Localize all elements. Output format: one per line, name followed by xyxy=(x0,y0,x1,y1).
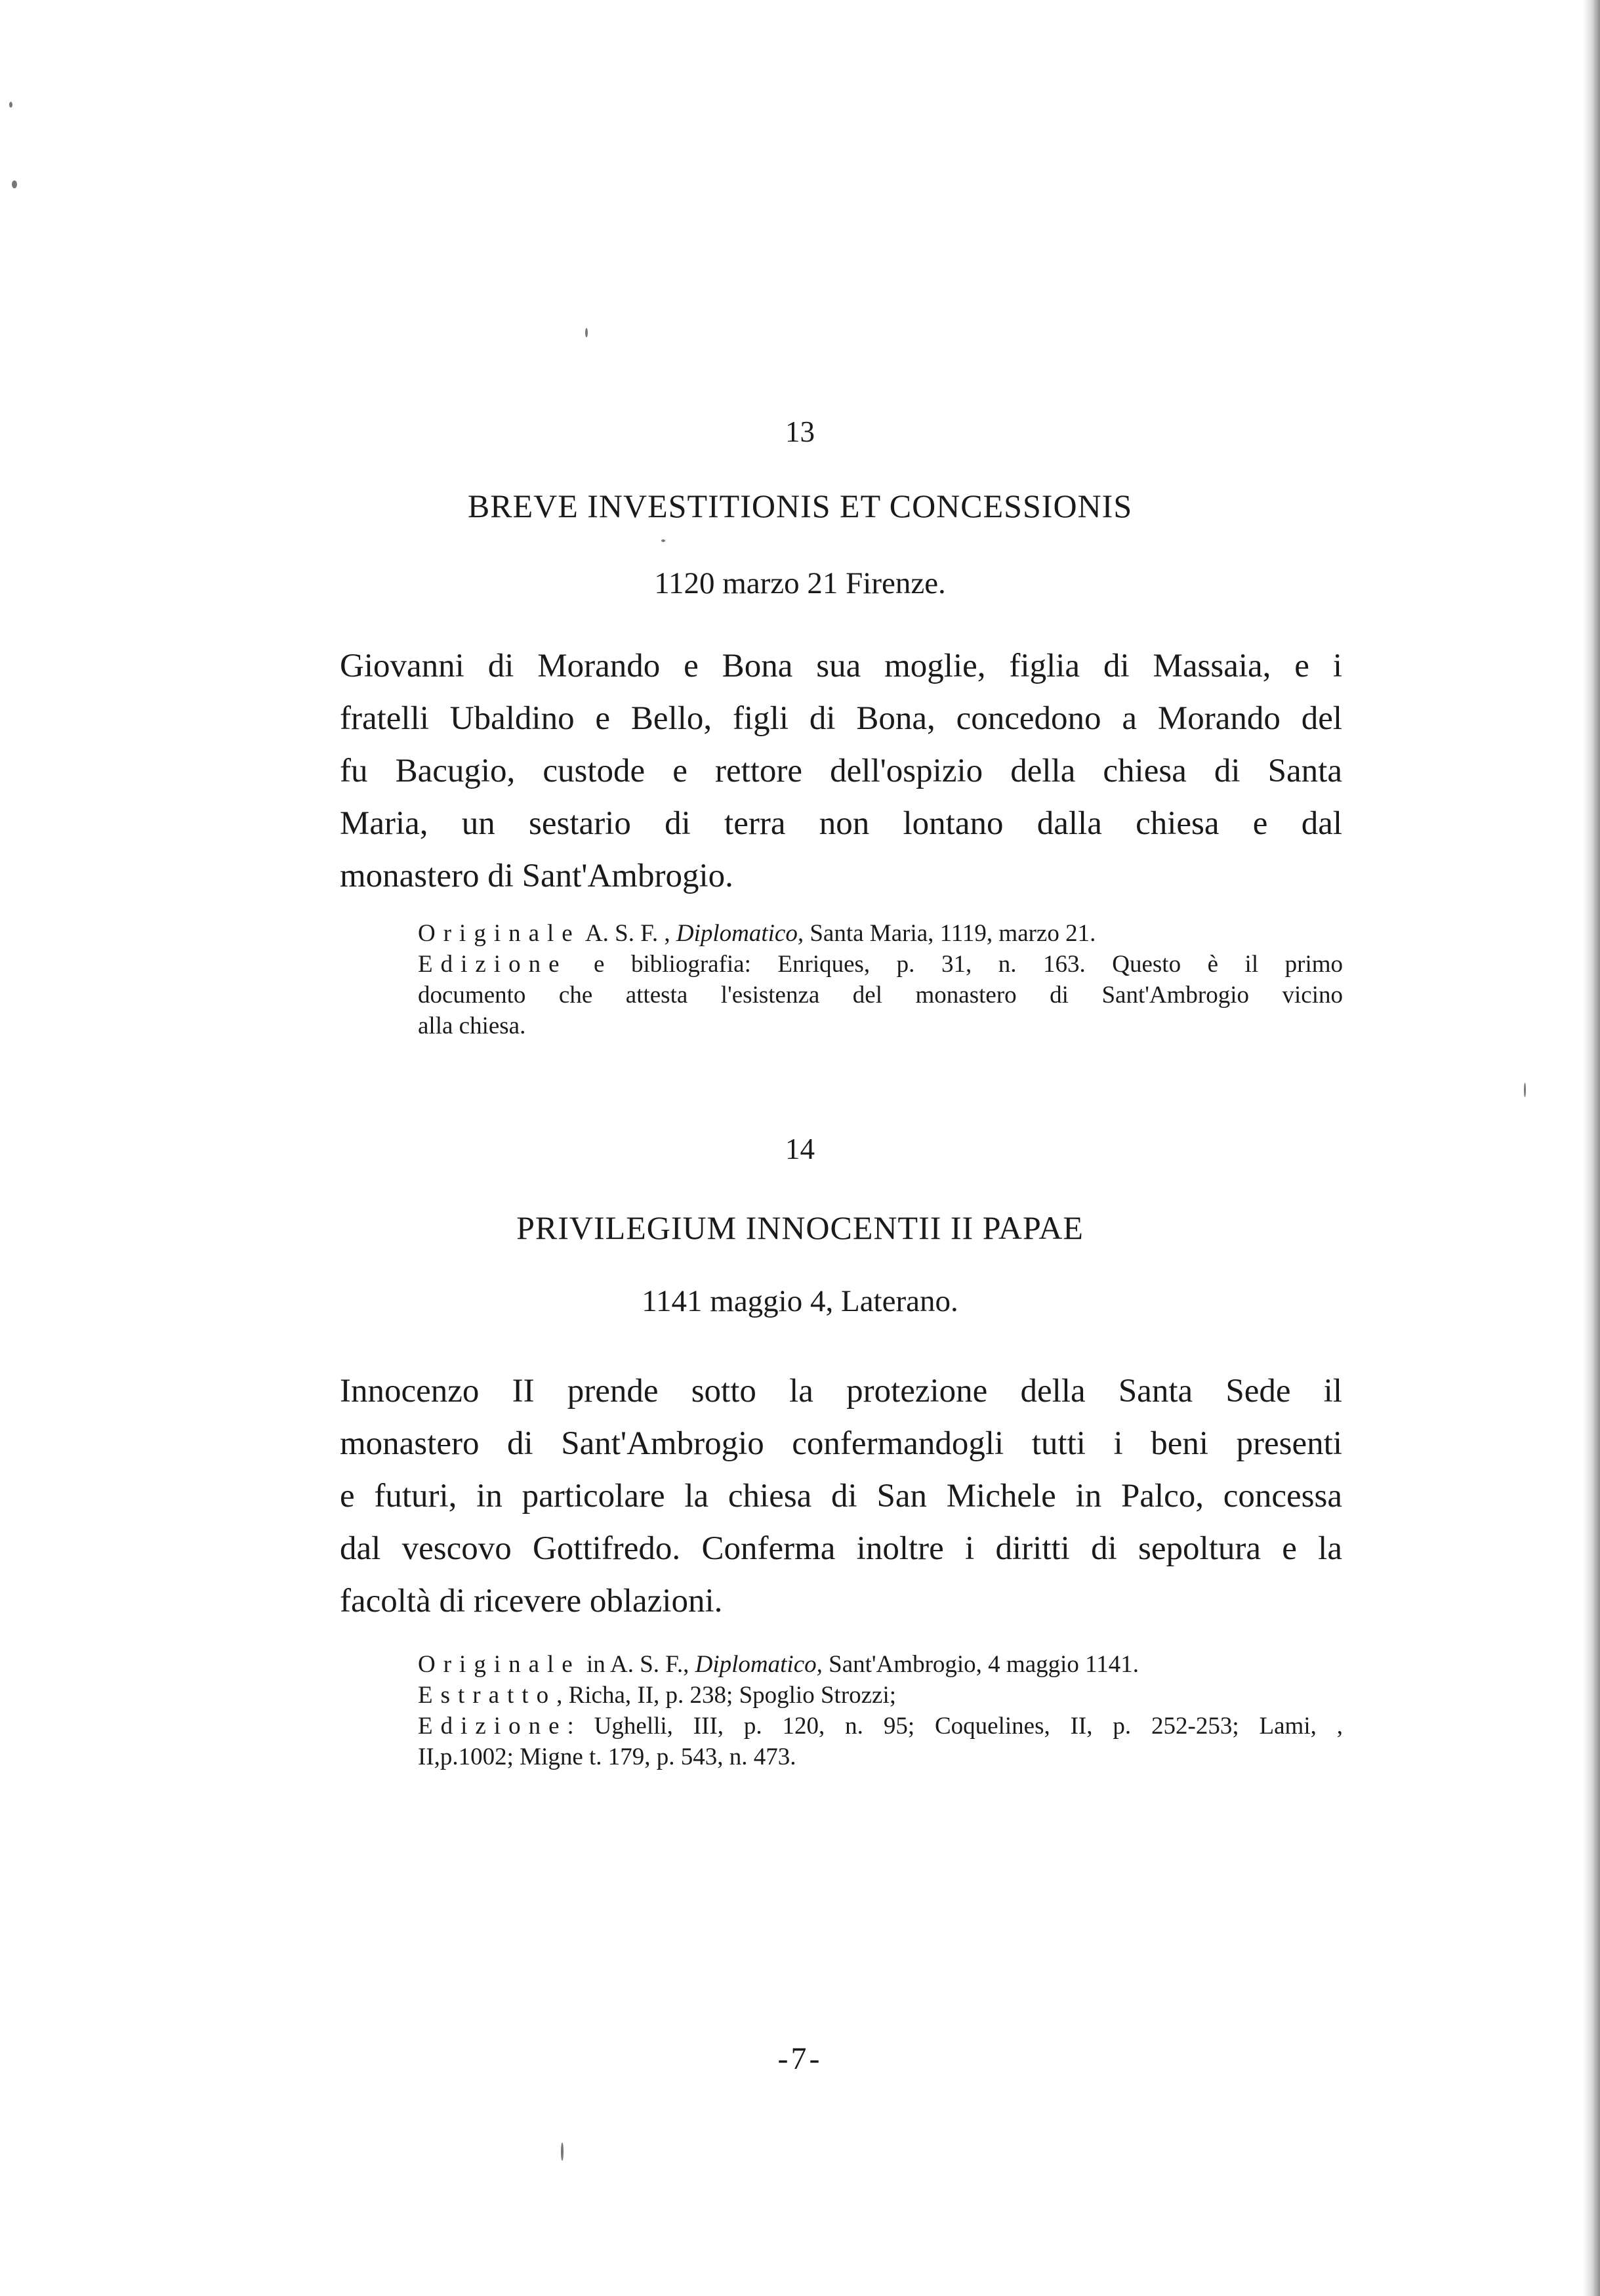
note-label: Originale xyxy=(418,920,581,947)
summary-line: facoltà di ricevere oblazioni. xyxy=(340,1583,723,1619)
note-edizione-cont: alla chiesa. xyxy=(418,1012,526,1039)
note-text: e bibliografia: Enriques, p. 31, n. 163. Questo è il primo xyxy=(594,951,1343,978)
scan-speck xyxy=(12,180,17,188)
note-edizione xyxy=(418,1711,1343,1742)
document-summary xyxy=(340,1365,1342,1627)
note-originale xyxy=(418,1649,1343,1680)
note-edizione-cont: documento che attesta l'esistenza del monastero di Sant'Ambrogio vicino xyxy=(418,982,1343,1009)
note-italic: Diplomatico, xyxy=(676,920,804,947)
note-estratto xyxy=(418,1680,1343,1711)
scan-speck xyxy=(561,2142,564,2161)
document-date: 1120 marzo 21 Firenze. xyxy=(654,566,946,600)
summary-line: monastero di Sant'Ambrogio. xyxy=(340,858,733,894)
note-text: Sant'Ambrogio, 4 maggio 1141. xyxy=(829,1651,1139,1678)
summary-line: monastero di Sant'Ambrogio confermandogli tutti i beni presenti xyxy=(340,1425,1342,1462)
summary-line: Giovanni di Morando e Bona sua moglie, figlia di Massaia, e i xyxy=(340,648,1342,684)
document-notes xyxy=(418,918,1343,1041)
note-edizione xyxy=(418,949,1343,980)
summary-line: fu Bacugio, custode e rettore dell'ospizio della chiesa di Santa xyxy=(340,753,1342,789)
note-originale xyxy=(418,918,1343,949)
document-summary xyxy=(340,640,1342,902)
note-text: : Ughelli, III, p. 120, n. 95; Coquelines, II, p. 252-253; Lami, , xyxy=(567,1713,1343,1740)
summary-line: Innocenzo II prende sotto la protezione della Santa Sede il xyxy=(340,1373,1342,1409)
note-text: in A. S. F., xyxy=(586,1651,689,1678)
note-edizione-cont: II,p.1002; Migne t. 179, p. 543, n. 473. xyxy=(418,1743,796,1770)
summary-line: Maria, un sestario di terra non lontano dalla chiesa e dal xyxy=(340,805,1342,842)
document-number: 14 xyxy=(785,1133,815,1165)
summary-line: dal vescovo Gottifredo. Conferma inoltre i diritti di sepoltura e la xyxy=(340,1530,1342,1567)
note-label: Originale xyxy=(418,1651,581,1678)
document-date: 1141 maggio 4, Laterano. xyxy=(642,1284,958,1318)
note-text: Santa Maria, 1119, marzo 21. xyxy=(810,920,1096,947)
note-text: , Richa, II, p. 238; Spoglio Strozzi; xyxy=(556,1682,897,1709)
document-title: BREVE INVESTITIONIS ET CONCESSIONIS xyxy=(467,488,1133,524)
note-label: Estratto xyxy=(418,1682,557,1709)
document-notes xyxy=(418,1649,1343,1772)
scan-speck xyxy=(1524,1083,1526,1097)
note-italic: Diplomatico, xyxy=(695,1651,823,1678)
summary-line: e futuri, in particolare la chiesa di San Michele in Palco, concessa xyxy=(340,1478,1342,1514)
scan-speck xyxy=(661,539,665,542)
note-label: Edizione xyxy=(418,1713,567,1740)
summary-line: fratelli Ubaldino e Bello, figli di Bona, concedono a Morando del xyxy=(340,700,1342,737)
note-text: A. S. F. , xyxy=(585,920,670,947)
page-number: -7- xyxy=(777,2041,823,2076)
scan-speck xyxy=(9,102,12,108)
document-number: 13 xyxy=(785,415,815,448)
document-title: PRIVILEGIUM INNOCENTII II PAPAE xyxy=(516,1209,1084,1246)
scan-speck xyxy=(585,328,588,337)
note-label: Edizione xyxy=(418,951,567,978)
